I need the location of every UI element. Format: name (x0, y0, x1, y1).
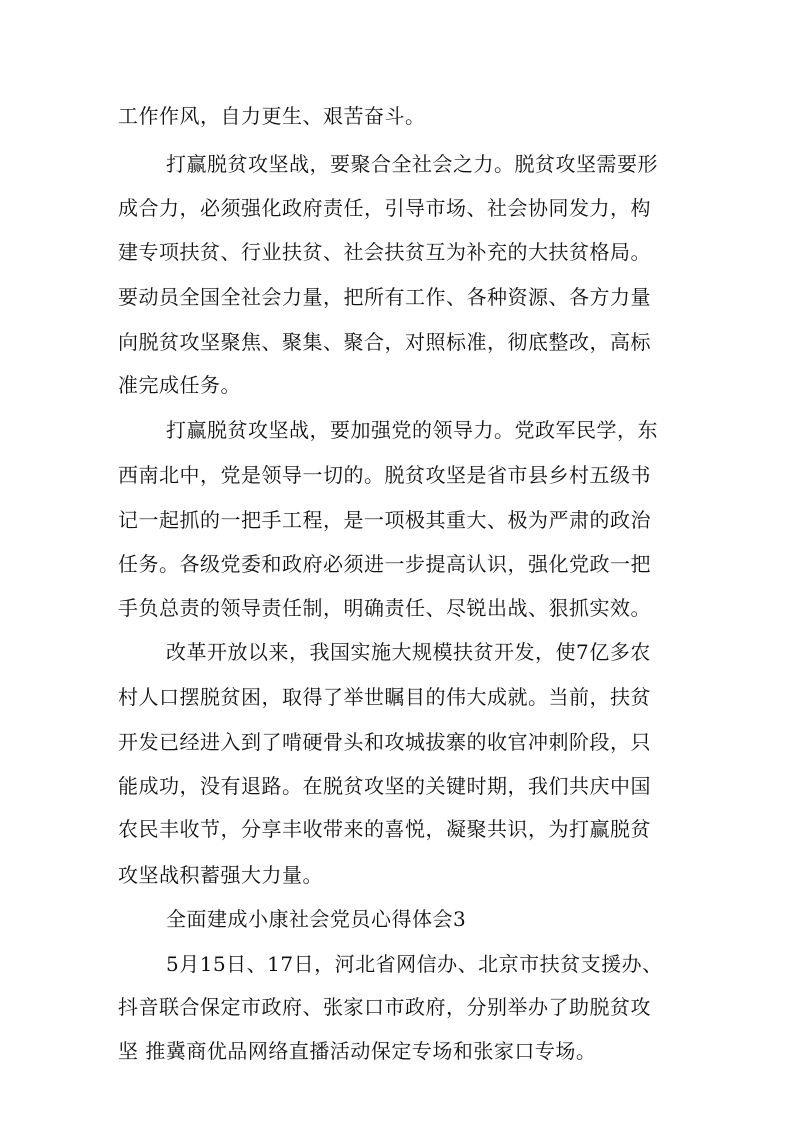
body-line: 手负总责的领导责任制，明确责任、尽锐出战、狠抓实效。 (118, 596, 651, 620)
body-line: 开发已经进入到了啃硬骨头和攻城拔寨的收官冲刺阶段，只 (118, 730, 651, 754)
body-line: 任务。各级党委和政府必须进一步提高认识，强化党政一把 (118, 552, 651, 576)
body-line: 能成功，没有退路。在脱贫攻坚的关键时期，我们共庆中国 (118, 774, 651, 798)
body-line: 抖音联合保定市政府、张家口市政府，分别举办了助脱贫攻 (118, 995, 651, 1019)
body-line: 向脱贫攻坚聚焦、聚集、聚合，对照标准，彻底整改，高标 (118, 330, 651, 354)
body-line: 建专项扶贫、行业扶贫、社会扶贫互为补充的大扶贫格局。 (118, 240, 651, 264)
body-line: 准完成任务。 (118, 373, 241, 397)
section-heading: 全面建成小康社会党员心得体会3 (166, 907, 467, 931)
paragraph-first-line: 打赢脱贫攻坚战，要加强党的领导力。党政军民学，东 (166, 418, 658, 442)
paragraph-first-line: 改革开放以来，我国实施大规模扶贫开发，使7亿多农 (166, 640, 651, 664)
body-line: 工作作风，自力更生、艰苦奋斗。 (118, 104, 426, 128)
body-line: 攻坚战积蓄强大力量。 (118, 863, 323, 887)
body-line: 记一起抓的一把手工程，是一项极其重大、极为严肃的政治 (118, 508, 651, 532)
paragraph-first-line: 打赢脱贫攻坚战，要聚合全社会之力。脱贫攻坚需要形 (166, 152, 658, 176)
body-line: 西南北中，党是领导一切的。脱贫攻坚是省市县乡村五级书 (118, 463, 651, 487)
body-line: 村人口摆脱贫困，取得了举世瞩目的伟大成就。当前，扶贫 (118, 685, 651, 709)
body-line: 坚 推冀商优品网络直播活动保定专场和张家口专场。 (118, 1039, 597, 1063)
body-line: 要动员全国全社会力量，把所有工作、各种资源、各方力量 (118, 285, 651, 309)
body-line: 成合力，必须强化政府责任，引导市场、社会协同发力，构 (118, 196, 651, 220)
paragraph-first-line: 5月15日、17日，河北省网信办、北京市扶贫支援办、 (166, 952, 663, 976)
body-line: 农民丰收节，分享丰收带来的喜悦，凝聚共识，为打赢脱贫 (118, 817, 651, 841)
